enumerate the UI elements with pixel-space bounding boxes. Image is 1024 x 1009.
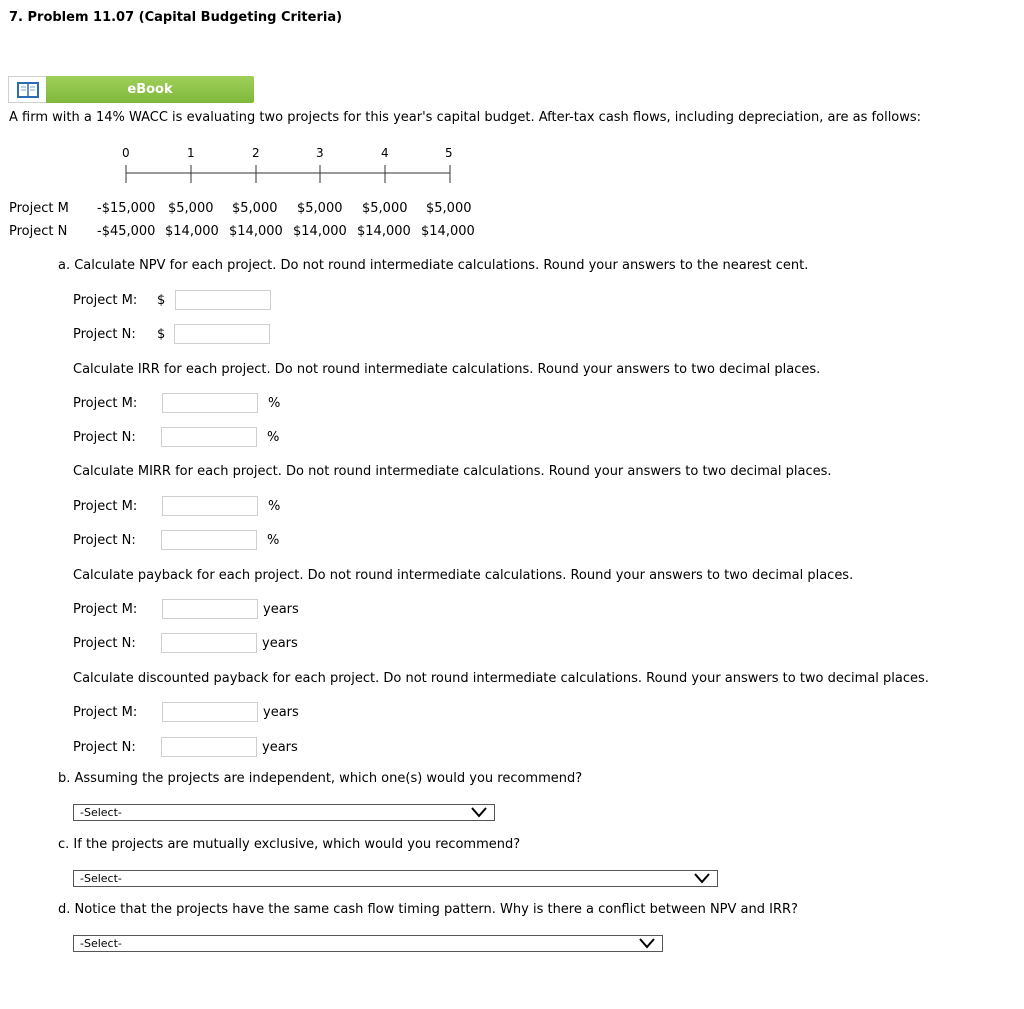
problem-title: 7. Problem 11.07 (Capital Budgeting Criteria) xyxy=(9,10,343,25)
mirr-n-label: Project N: xyxy=(73,533,136,548)
irr-n-label: Project N: xyxy=(73,430,136,445)
part-d-question: d. Notice that the projects have the same cash flow timing pattern. Why is there a conflict between NPV and IRR? xyxy=(58,902,798,917)
timeline-axis xyxy=(120,163,460,187)
payback-project-n-input[interactable] xyxy=(161,633,257,653)
payback-n-years: years xyxy=(262,636,298,651)
part-c-question: c. If the projects are mutually exclusive, which would you recommend? xyxy=(58,837,521,852)
timeline-year-1: 1 xyxy=(187,146,195,160)
chevron-down-icon xyxy=(470,806,488,818)
disc-payback-project-n-input[interactable] xyxy=(161,737,257,757)
mirr-n-percent: % xyxy=(267,533,280,548)
timeline-year-3: 3 xyxy=(316,146,324,160)
part-c-select[interactable] xyxy=(73,870,718,887)
irr-instruction: Calculate IRR for each project. Do not round intermediate calculations. Round your answers to two decimal places. xyxy=(73,362,821,377)
chevron-down-icon xyxy=(693,872,711,884)
project-n-flow-5: $14,000 xyxy=(421,224,475,239)
timeline-year-2: 2 xyxy=(252,146,260,160)
ebook-button[interactable]: eBook xyxy=(46,76,254,103)
project-m-flow-1: $5,000 xyxy=(168,201,214,216)
disc-payback-project-m-input[interactable] xyxy=(162,702,258,722)
project-n-flow-1: $14,000 xyxy=(165,224,219,239)
irr-project-m-input[interactable] xyxy=(162,393,258,413)
part-b-select-value: -Select- xyxy=(80,806,122,819)
irr-project-n-input[interactable] xyxy=(161,427,257,447)
npv-instruction: a. Calculate NPV for each project. Do not round intermediate calculations. Round your answers to the nearest cent. xyxy=(58,258,809,273)
payback-m-years: years xyxy=(263,602,299,617)
timeline-year-5: 5 xyxy=(445,146,453,160)
npv-m-label: Project M: xyxy=(73,293,138,308)
part-b-question: b. Assuming the projects are independent, which one(s) would you recommend? xyxy=(58,771,583,786)
project-n-flow-2: $14,000 xyxy=(229,224,283,239)
irr-m-label: Project M: xyxy=(73,396,138,411)
project-m-flow-5: $5,000 xyxy=(426,201,472,216)
project-n-flow-3: $14,000 xyxy=(293,224,347,239)
ebook-link[interactable] xyxy=(8,76,254,103)
disc-payback-n-label: Project N: xyxy=(73,740,136,755)
payback-n-label: Project N: xyxy=(73,636,136,651)
project-n-name: Project N xyxy=(9,224,68,239)
mirr-project-n-input[interactable] xyxy=(161,530,257,550)
project-m-flow-2: $5,000 xyxy=(232,201,278,216)
intro-text: A firm with a 14% WACC is evaluating two projects for this year's capital budget. After-tax cash flows, including depreciation, are as follows: xyxy=(9,110,922,125)
mirr-m-percent: % xyxy=(268,499,281,514)
chevron-down-icon xyxy=(638,937,656,949)
part-d-select-value: -Select- xyxy=(80,937,122,950)
npv-n-label: Project N: xyxy=(73,327,136,342)
mirr-project-m-input[interactable] xyxy=(162,496,258,516)
payback-project-m-input[interactable] xyxy=(162,599,258,619)
project-m-flow-4: $5,000 xyxy=(362,201,408,216)
npv-project-m-input[interactable] xyxy=(175,290,271,310)
disc-payback-m-label: Project M: xyxy=(73,705,138,720)
part-b-select[interactable] xyxy=(73,804,495,821)
npv-n-dollar: $ xyxy=(157,327,166,342)
mirr-m-label: Project M: xyxy=(73,499,138,514)
disc-payback-n-years: years xyxy=(262,740,298,755)
npv-project-n-input[interactable] xyxy=(174,324,270,344)
project-n-flow-4: $14,000 xyxy=(357,224,411,239)
irr-m-percent: % xyxy=(268,396,281,411)
book-icon[interactable] xyxy=(8,76,46,103)
timeline-year-0: 0 xyxy=(122,146,130,160)
part-d-select[interactable] xyxy=(73,935,663,952)
project-m-name: Project M xyxy=(9,201,69,216)
project-m-flow-0: -$15,000 xyxy=(97,201,156,216)
mirr-instruction: Calculate MIRR for each project. Do not round intermediate calculations. Round your answers to two decimal places. xyxy=(73,464,832,479)
timeline-year-4: 4 xyxy=(381,146,389,160)
disc-payback-instruction: Calculate discounted payback for each project. Do not round intermediate calculations. Round your answers to two decimal places. xyxy=(73,671,929,686)
payback-instruction: Calculate payback for each project. Do not round intermediate calculations. Round your answers to two decimal places. xyxy=(73,568,854,583)
disc-payback-m-years: years xyxy=(263,705,299,720)
npv-m-dollar: $ xyxy=(157,293,166,308)
project-n-flow-0: -$45,000 xyxy=(97,224,156,239)
payback-m-label: Project M: xyxy=(73,602,138,617)
irr-n-percent: % xyxy=(267,430,280,445)
project-m-flow-3: $5,000 xyxy=(297,201,343,216)
part-c-select-value: -Select- xyxy=(80,872,122,885)
